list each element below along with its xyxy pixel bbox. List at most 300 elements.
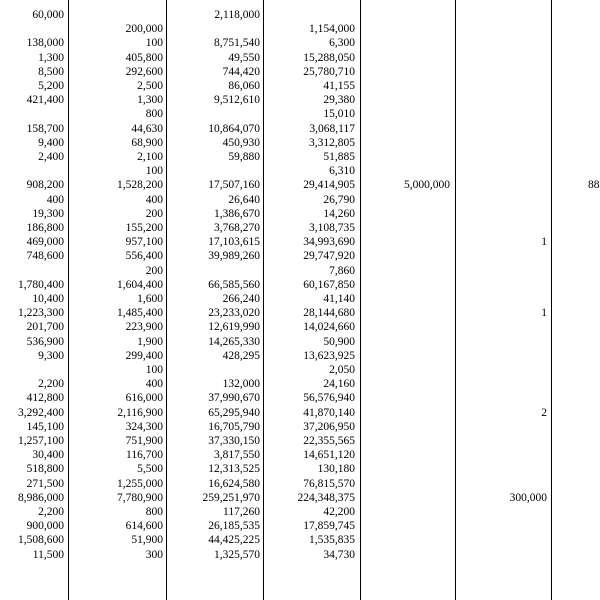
table-cell: 100 <box>145 364 163 376</box>
table-row <box>0 491 600 505</box>
table-cell: 266,240 <box>222 293 260 305</box>
table-cell <box>366 462 450 476</box>
table-cell <box>556 235 600 249</box>
table-cell: 7,780,900 <box>117 491 163 504</box>
table-cell: 1,300 <box>38 51 64 64</box>
table-cell <box>556 107 600 121</box>
table-cell: 16,624,580 <box>208 477 260 490</box>
table-cell <box>460 164 547 178</box>
table-cell: 56,576,940 <box>303 392 355 405</box>
table-cell <box>460 221 547 235</box>
table-cell <box>556 8 600 22</box>
table-cell: 556,400 <box>125 250 163 263</box>
table-cell: 3,817,550 <box>214 449 260 462</box>
table-cell <box>556 306 600 320</box>
table-cell <box>0 107 64 121</box>
table-cell <box>366 164 450 178</box>
table-cell: 10,864,070 <box>208 122 260 135</box>
table-cell <box>556 406 600 420</box>
table-cell: 17,859,745 <box>303 520 355 533</box>
table-cell <box>74 8 163 22</box>
table-cell: 34,730 <box>323 548 355 561</box>
table-cell: 7,860 <box>329 264 355 277</box>
table-cell: 60,000 <box>32 9 64 21</box>
table-cell: 271,500 <box>26 477 64 490</box>
table-cell <box>460 434 547 448</box>
table-cell: 1 <box>541 236 547 249</box>
table-cell <box>366 93 450 107</box>
table-cell <box>556 491 600 505</box>
table-cell <box>366 22 450 36</box>
table-cell <box>460 292 547 306</box>
table-cell <box>556 51 600 65</box>
table-cell <box>556 249 600 263</box>
table-cell: 14,651,120 <box>303 449 355 462</box>
table-cell <box>460 264 547 278</box>
table-cell <box>366 406 450 420</box>
table-cell <box>460 505 547 519</box>
table-cell <box>366 306 450 320</box>
table-cell: 800 <box>145 506 163 518</box>
table-row <box>0 292 600 306</box>
table-cell: 34,993,690 <box>303 236 355 249</box>
table-cell: 2,116,900 <box>117 406 163 419</box>
table-cell: 100 <box>145 37 163 50</box>
table-cell <box>366 65 450 79</box>
table-cell <box>366 193 450 207</box>
table-cell: 223,900 <box>125 321 163 334</box>
table-cell <box>556 363 600 377</box>
table-cell <box>460 150 547 164</box>
table-cell <box>460 278 547 292</box>
table-cell: 8,751,540 <box>214 37 260 50</box>
table-row <box>0 249 600 263</box>
table-cell: 2,118,000 <box>214 9 260 21</box>
table-row <box>0 107 600 121</box>
table-cell: 66,585,560 <box>208 278 260 291</box>
table-cell: 1,535,835 <box>309 534 355 547</box>
table-cell: 1,508,600 <box>18 534 64 547</box>
table-cell <box>366 420 450 434</box>
table-cell: 60,167,850 <box>303 278 355 291</box>
table-cell: 59,880 <box>228 151 260 163</box>
table-cell: 259,251,970 <box>202 491 260 504</box>
table-cell <box>460 193 547 207</box>
table-cell <box>0 164 64 178</box>
table-row <box>0 548 600 562</box>
table-cell <box>366 533 450 547</box>
table-cell: 2,200 <box>38 506 64 518</box>
table-cell: 200 <box>145 207 163 220</box>
table-cell: 1,604,400 <box>117 278 163 291</box>
table-cell: 400 <box>145 378 163 391</box>
table-row <box>0 221 600 235</box>
table-cell: 86,060 <box>228 80 260 92</box>
table-cell: 23,233,020 <box>208 307 260 320</box>
table-cell <box>0 363 64 377</box>
table-cell: 518,800 <box>26 463 64 476</box>
table-cell: 51,900 <box>131 534 163 547</box>
table-cell: 1,485,400 <box>117 307 163 320</box>
table-row <box>0 505 600 519</box>
table-cell <box>556 278 600 292</box>
table-cell: 42,200 <box>323 506 355 518</box>
table-cell <box>366 207 450 221</box>
table-cell: 324,300 <box>125 420 163 433</box>
table-cell <box>556 377 600 391</box>
table-cell: 292,600 <box>125 65 163 78</box>
table-cell <box>366 136 450 150</box>
table-cell: 13,623,925 <box>303 349 355 362</box>
table-cell <box>556 65 600 79</box>
table-cell <box>366 292 450 306</box>
table-cell: 100 <box>145 165 163 178</box>
table-row <box>0 477 600 491</box>
table-cell: 1,223,300 <box>18 307 64 320</box>
table-cell: 68,900 <box>131 136 163 149</box>
table-cell: 400 <box>145 193 163 206</box>
table-cell: 26,185,535 <box>208 520 260 533</box>
table-cell: 536,900 <box>26 335 64 348</box>
table-cell <box>460 533 547 547</box>
table-cell: 138,000 <box>26 37 64 50</box>
table-cell: 19,300 <box>32 207 64 220</box>
table-row <box>0 150 600 164</box>
table-cell: 748,600 <box>26 250 64 263</box>
table-cell: 145,100 <box>26 420 64 433</box>
table-cell <box>460 122 547 136</box>
table-cell: 44,630 <box>131 122 163 135</box>
table-cell <box>460 51 547 65</box>
table-cell: 24,160 <box>323 378 355 391</box>
table-cell <box>556 79 600 93</box>
table-cell: 1,154,000 <box>309 23 355 36</box>
table-cell: 155,200 <box>125 222 163 234</box>
table-cell <box>366 36 450 50</box>
table-cell: 22,355,565 <box>303 435 355 447</box>
table-row <box>0 363 600 377</box>
table-cell: 2,050 <box>329 364 355 376</box>
table-cell <box>366 79 450 93</box>
table-cell: 3,068,117 <box>309 122 355 135</box>
table-cell: 17,103,615 <box>208 236 260 249</box>
table-cell <box>366 391 450 405</box>
table-cell: 1,600 <box>137 293 163 305</box>
table-cell: 8,986,000 <box>18 491 64 504</box>
table-cell: 15,010 <box>323 108 355 121</box>
table-cell: 400 <box>46 193 64 206</box>
table-cell: 14,260 <box>323 207 355 220</box>
table-cell: 28,144,680 <box>303 307 355 320</box>
table-cell: 5,200 <box>38 80 64 92</box>
table-row <box>0 264 600 278</box>
table-cell <box>460 377 547 391</box>
table-cell <box>556 93 600 107</box>
table-row <box>0 391 600 405</box>
table-cell: 2,400 <box>38 151 64 163</box>
table-row <box>0 235 600 249</box>
table-cell: 41,155 <box>323 80 355 92</box>
table-cell: 5,500 <box>137 463 163 476</box>
table-cell <box>460 448 547 462</box>
table-cell: 1,300 <box>137 94 163 107</box>
table-cell <box>460 207 547 221</box>
table-cell <box>460 178 547 192</box>
table-cell: 10,400 <box>32 293 64 305</box>
table-cell <box>556 164 600 178</box>
table-cell: 1,325,570 <box>214 548 260 561</box>
table-cell <box>460 93 547 107</box>
table-cell: 1,528,200 <box>117 179 163 192</box>
table-cell <box>460 519 547 533</box>
table-cell: 900,000 <box>26 520 64 533</box>
table-row <box>0 533 600 547</box>
table-cell <box>366 8 450 22</box>
table-cell: 130,180 <box>317 463 355 476</box>
table-cell: 37,206,950 <box>303 420 355 433</box>
table-cell: 50,900 <box>323 335 355 348</box>
table-cell: 412,800 <box>26 392 64 405</box>
table-cell: 6,310 <box>329 165 355 178</box>
table-cell: 49,550 <box>228 51 260 64</box>
table-cell <box>556 420 600 434</box>
table-cell: 300 <box>145 548 163 561</box>
table-row <box>0 320 600 334</box>
table-cell: 51,885 <box>323 151 355 163</box>
table-cell <box>366 51 450 65</box>
table-cell <box>366 434 450 448</box>
table-cell <box>460 136 547 150</box>
table-cell: 800 <box>145 108 163 121</box>
table-cell <box>172 164 260 178</box>
table-row <box>0 65 600 79</box>
table-cell <box>556 207 600 221</box>
table-cell: 14,024,660 <box>303 321 355 334</box>
table-cell: 2,100 <box>137 151 163 163</box>
table-cell: 11,500 <box>32 548 64 561</box>
table-cell: 9,512,610 <box>214 94 260 107</box>
table-cell: 132,000 <box>222 378 260 391</box>
table-cell <box>366 221 450 235</box>
table-cell: 450,930 <box>222 136 260 149</box>
table-cell <box>366 107 450 121</box>
table-cell: 41,870,140 <box>303 406 355 419</box>
table-cell <box>172 107 260 121</box>
table-cell <box>460 363 547 377</box>
table-cell: 12,619,990 <box>208 321 260 334</box>
table-cell: 116,700 <box>126 449 163 462</box>
table-cell: 908,200 <box>26 179 64 192</box>
table-cell: 30,400 <box>32 449 64 462</box>
table-cell <box>172 264 260 278</box>
table-cell: 44,425,225 <box>208 534 260 547</box>
table-cell <box>366 335 450 349</box>
table-cell <box>556 178 600 192</box>
table-cell <box>556 221 600 235</box>
table-cell <box>460 249 547 263</box>
table-cell: 17,507,160 <box>208 179 260 192</box>
table-row <box>0 51 600 65</box>
table-cell: 29,414,905 <box>303 179 355 192</box>
table-cell <box>366 491 450 505</box>
table-row <box>0 193 600 207</box>
table-row <box>0 406 600 420</box>
table-cell <box>460 22 547 36</box>
table-cell <box>460 65 547 79</box>
table-cell <box>460 320 547 334</box>
table-cell: 3,292,400 <box>18 406 64 419</box>
table-cell <box>366 249 450 263</box>
table-cell: 37,990,670 <box>208 392 260 405</box>
table-row <box>0 335 600 349</box>
table-cell: 224,348,375 <box>297 491 355 504</box>
table-cell: 3,768,270 <box>214 222 260 234</box>
table-cell: 29,380 <box>323 94 355 107</box>
table-cell: 1,257,100 <box>18 435 64 447</box>
table-cell <box>556 292 600 306</box>
table-row <box>0 434 600 448</box>
table-cell: 2 <box>541 406 547 419</box>
table-cell: 3,108,735 <box>309 222 355 234</box>
table-cell: 1,900 <box>137 335 163 348</box>
table-row <box>0 306 600 320</box>
table-cell: 117,260 <box>223 506 260 518</box>
table-cell <box>556 519 600 533</box>
table-cell: 29,747,920 <box>303 250 355 263</box>
table-cell <box>556 136 600 150</box>
table-cell: 65,295,940 <box>208 406 260 419</box>
table-cell <box>366 548 450 562</box>
table-cell <box>556 391 600 405</box>
table-cell: 1,255,000 <box>117 477 163 490</box>
table-cell <box>556 320 600 334</box>
table-row <box>0 79 600 93</box>
table-cell <box>556 122 600 136</box>
table-cell <box>366 235 450 249</box>
table-cell: 957,100 <box>125 236 163 249</box>
table-cell <box>460 335 547 349</box>
table-row <box>0 178 600 192</box>
table-cell: 26,640 <box>228 193 260 206</box>
table-cell: 9,300 <box>38 349 64 362</box>
table-cell <box>366 448 450 462</box>
table-cell: 39,989,260 <box>208 250 260 263</box>
table-cell <box>460 548 547 562</box>
table-cell <box>366 278 450 292</box>
table-cell: 14,265,330 <box>208 335 260 348</box>
table-row <box>0 519 600 533</box>
table-cell: 37,330,150 <box>208 435 260 447</box>
table-cell: 616,000 <box>125 392 163 405</box>
table-cell: 8,500 <box>38 65 64 78</box>
table-cell <box>366 363 450 377</box>
table-cell <box>268 8 355 22</box>
table-cell: 12,313,525 <box>208 463 260 476</box>
table-cell <box>460 36 547 50</box>
table-cell <box>556 264 600 278</box>
table-cell <box>460 462 547 476</box>
table-cell: 9,400 <box>38 136 64 149</box>
table-cell: 421,400 <box>26 94 64 107</box>
table-cell <box>366 150 450 164</box>
table-cell: 201,700 <box>26 321 64 334</box>
table-row <box>0 22 600 36</box>
table-cell <box>0 22 64 36</box>
table-cell: 299,400 <box>125 349 163 362</box>
table-cell <box>556 548 600 562</box>
table-cell <box>172 363 260 377</box>
table-cell <box>460 79 547 93</box>
table-cell: 744,420 <box>222 65 260 78</box>
table-cell: 469,000 <box>26 236 64 249</box>
table-cell: 158,700 <box>26 122 64 135</box>
table-row <box>0 122 600 136</box>
table-cell-text: 88 <box>588 179 600 192</box>
table-cell <box>556 448 600 462</box>
table-cell: 2,500 <box>137 80 163 92</box>
table-cell: 614,600 <box>125 520 163 533</box>
table-cell: 6,300 <box>329 37 355 50</box>
table-cell: 3,312,805 <box>309 136 355 149</box>
table-cell <box>556 349 600 363</box>
table-cell: 41,140 <box>323 293 355 305</box>
table-cell <box>556 462 600 476</box>
table-cell: 25,780,710 <box>303 65 355 78</box>
table-cell: 5,000,000 <box>404 179 450 192</box>
table-row <box>0 8 600 22</box>
table-cell <box>556 193 600 207</box>
table-cell <box>556 36 600 50</box>
table-cell <box>460 420 547 434</box>
table-cell <box>556 505 600 519</box>
table-cell <box>172 22 260 36</box>
table-cell <box>460 8 547 22</box>
table-cell: 15,288,050 <box>303 51 355 64</box>
table-cell <box>556 150 600 164</box>
table-cell <box>366 477 450 491</box>
table-cell: 76,815,570 <box>303 477 355 490</box>
table-row <box>0 377 600 391</box>
table-cell: 2,200 <box>38 378 64 391</box>
table-cell <box>366 505 450 519</box>
table-cell <box>556 477 600 491</box>
table-cell <box>460 349 547 363</box>
table-row <box>0 36 600 50</box>
table-row <box>0 462 600 476</box>
table-cell: 186,800 <box>26 222 64 234</box>
table-cell <box>556 22 600 36</box>
table-row <box>0 207 600 221</box>
table-cell <box>366 264 450 278</box>
table-row <box>0 136 600 150</box>
table-cell: 16,705,790 <box>208 420 260 433</box>
table-row <box>0 349 600 363</box>
table-cell <box>366 122 450 136</box>
table-cell <box>366 519 450 533</box>
table-cell: 26,790 <box>323 193 355 206</box>
table-cell: 1,386,670 <box>214 207 260 220</box>
table-cell: 428,295 <box>222 349 260 362</box>
table-cell <box>556 533 600 547</box>
table-cell: 200 <box>145 264 163 277</box>
table-row <box>0 278 600 292</box>
table-cell <box>366 377 450 391</box>
table-row <box>0 448 600 462</box>
table-cell: 405,800 <box>125 51 163 64</box>
table-row <box>0 164 600 178</box>
table-cell: 300,000 <box>509 491 547 504</box>
table-cell <box>366 349 450 363</box>
